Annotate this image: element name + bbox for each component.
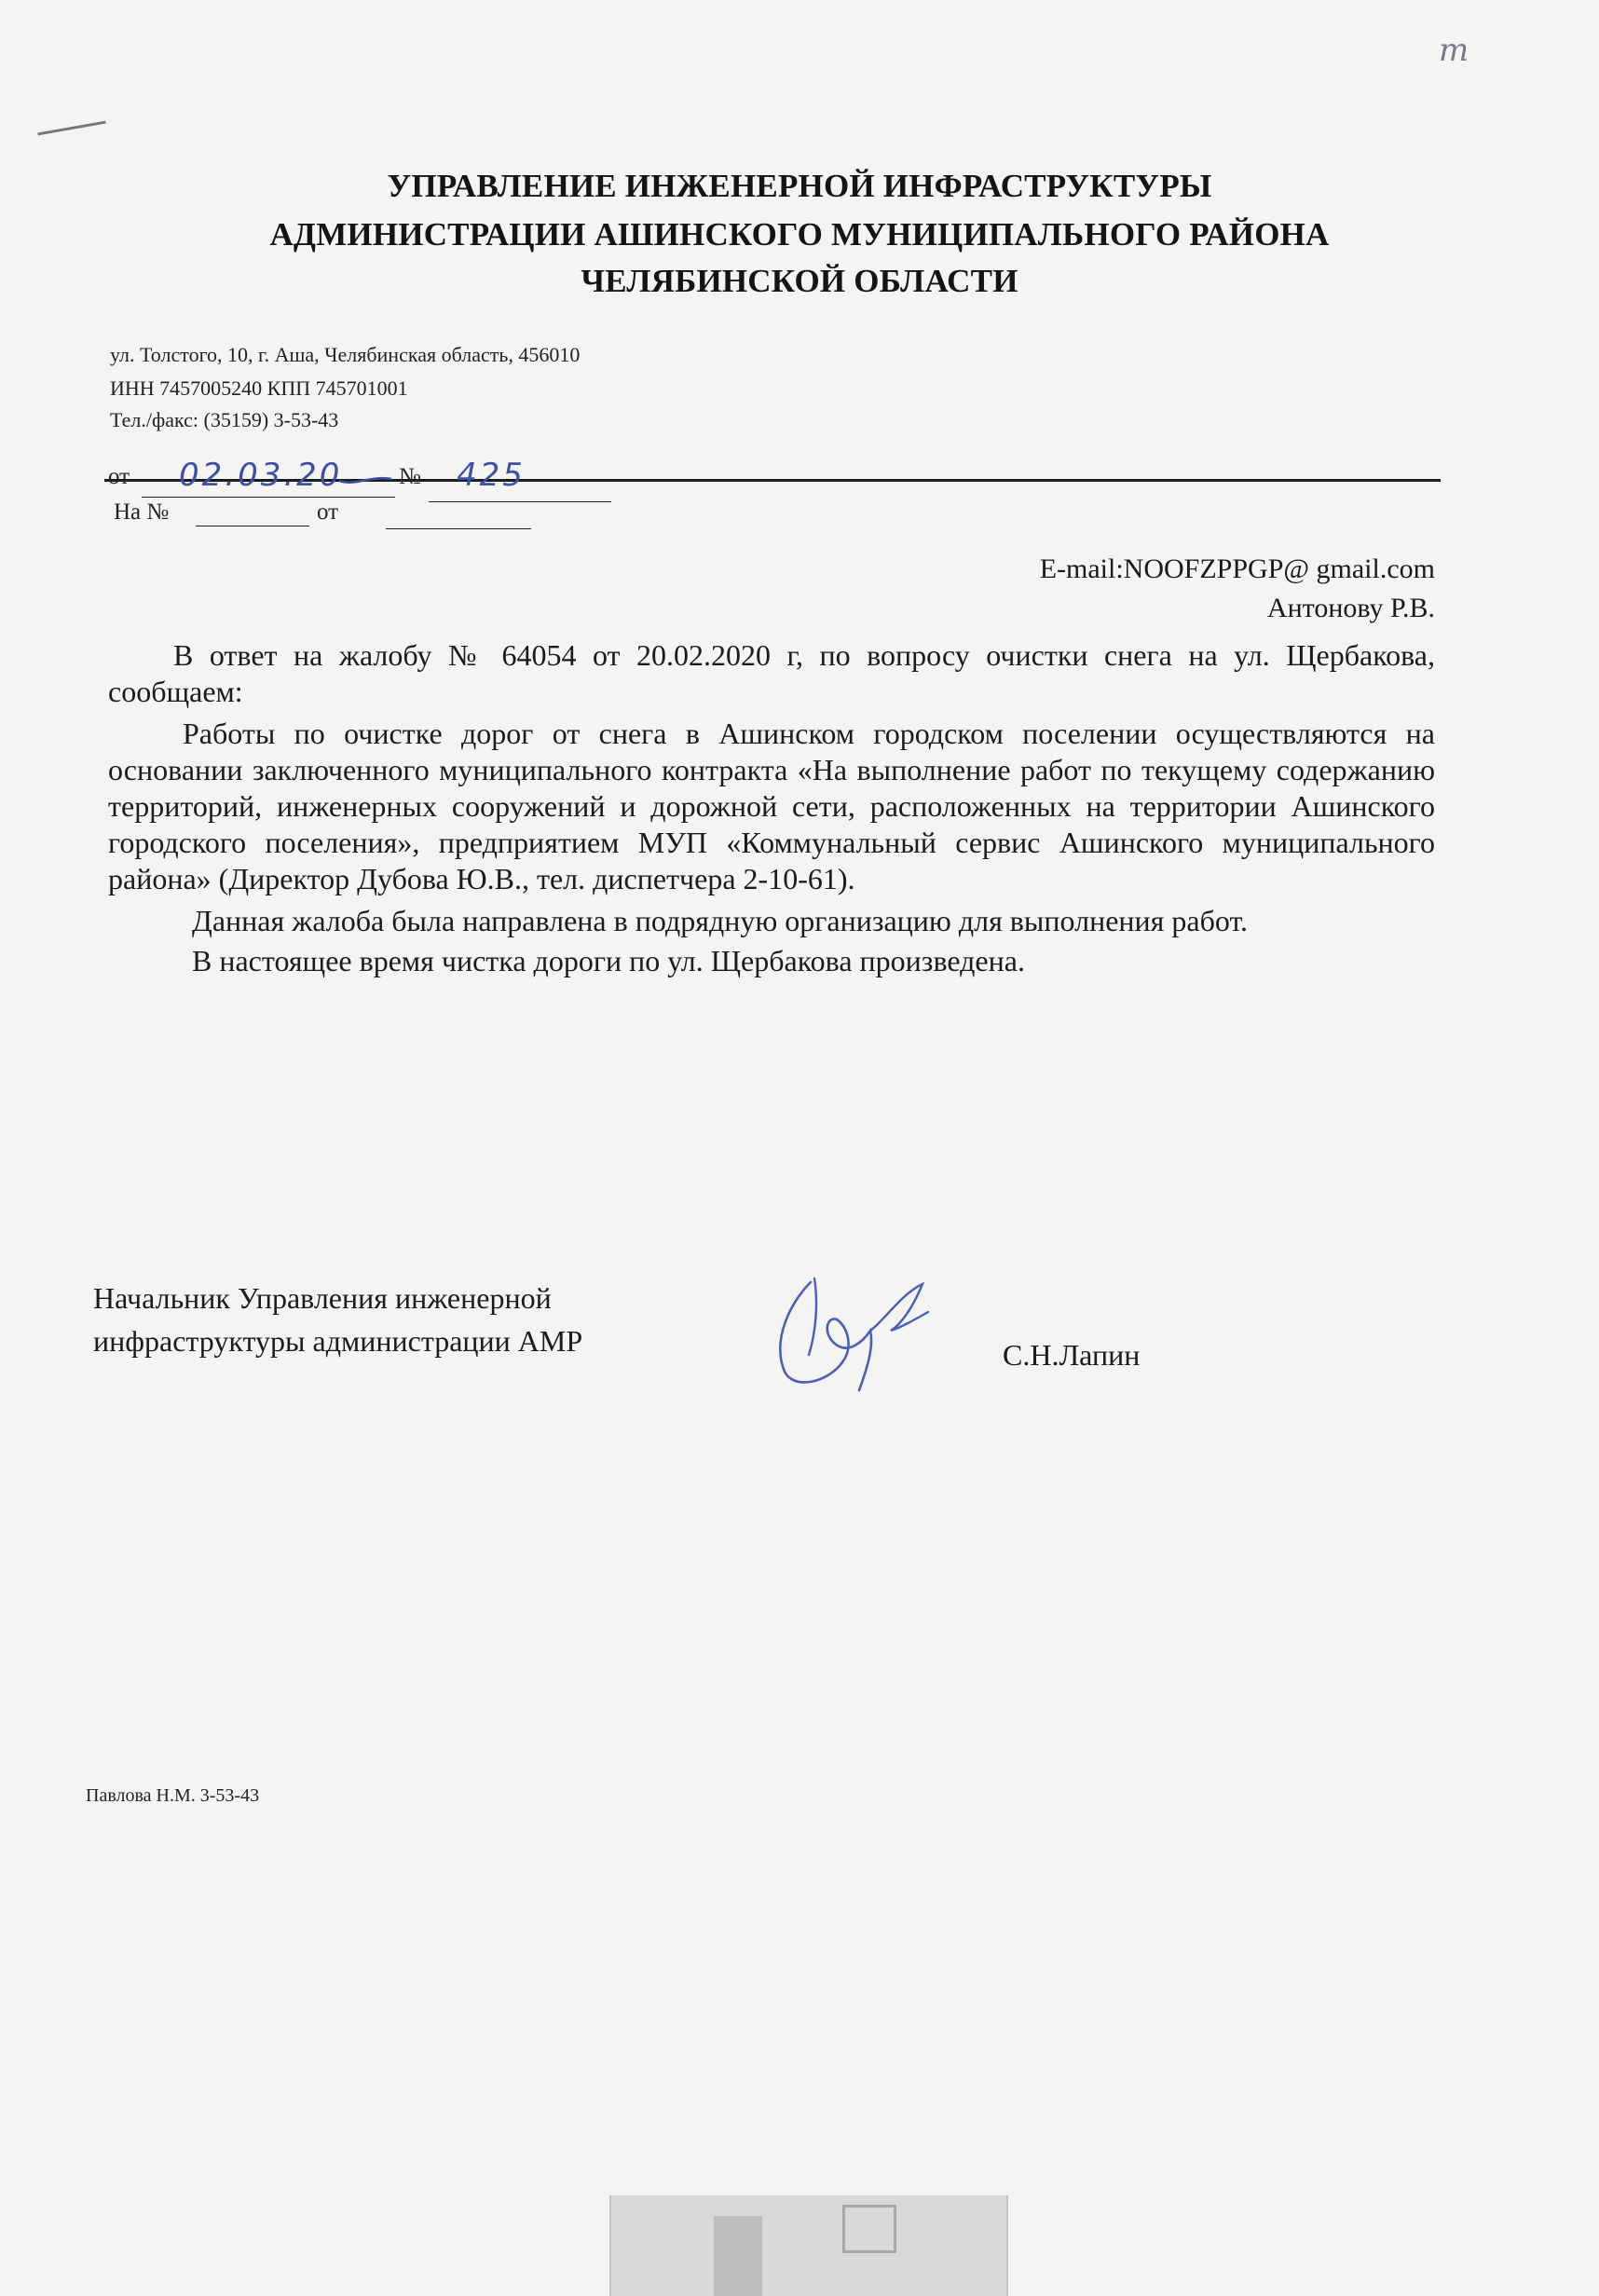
handwritten-tail-stroke (337, 470, 395, 488)
body-paragraph-2: Работы по очистке дорог от снега в Ашинском городском поселении осуществляются на основании заключенного муниципального контракта «На выполнение работ по текущему содержанию территорий, инженерных сооружений и дорожной сети, расположенных на территории Ашинского городского поселения», предприятием МУП «Коммунальный сервис Ашинского муниципального района» (Директор Дубова Ю.В., тел. диспетчера 2-10-61). (108, 717, 1435, 895)
letter-body (108, 637, 1435, 979)
ref-from-label: от (108, 464, 130, 489)
scanner-frame-shape (842, 2205, 896, 2253)
signatory-name: С.Н.Лапин (1003, 1338, 1141, 1372)
addressee-name: Антонову Р.В. (1266, 593, 1435, 623)
body-paragraph-3: Данная жалоба была направлена в подрядную организацию для выполнения работ. (192, 904, 1249, 937)
ref-date-underline (142, 497, 395, 498)
reply-to-label: На № (114, 499, 170, 525)
org-phone: Тел./факс: (35159) 3-53-43 (110, 408, 339, 431)
ref-number-underline (429, 501, 611, 502)
scanner-clip-shape (714, 2216, 762, 2296)
corner-handwritten-mark: m (1439, 32, 1469, 69)
signatory-title-line2: инфраструктуры администрации АМР (93, 1324, 583, 1358)
executor-contact: Павлова Н.М. 3-53-43 (86, 1785, 260, 1806)
signatory-title (93, 1277, 582, 1362)
ref-number-label: № (399, 464, 421, 489)
body-paragraph-1: В ответ на жалобу № 64054 от 20.02.2020 г, по вопросу очистки снега на ул. Щербакова, сообщаем: (108, 638, 1435, 708)
org-title-line3: ЧЕЛЯБИНСКОЙ ОБЛАСТИ (581, 263, 1018, 299)
org-title-line2: АДМИНИСТРАЦИИ АШИНСКОГО МУНИЦИПАЛЬНОГО РАЙОНА (269, 216, 1330, 253)
reply-from-label: от (317, 499, 339, 525)
org-inn-kpp: ИНН 7457005240 КПП 745701001 (110, 376, 408, 400)
body-paragraph-4: В настоящее время чистка дороги по ул. Щербакова произведена. (192, 944, 1025, 977)
handwritten-signature (762, 1265, 949, 1403)
addressee-email: E-mail:NOOFZPPGP@ gmail.com (1039, 554, 1435, 584)
ref-number-handwritten: 425 (457, 457, 526, 494)
scanner-strip (609, 2195, 1008, 2296)
signatory-title-line1: Начальник Управления инженерной (93, 1281, 552, 1315)
scan-dash-mark (37, 121, 105, 136)
ref-date-handwritten: 02.03.20 (179, 457, 343, 494)
org-address: ул. Толстого, 10, г. Аша, Челябинская область, 456010 (110, 343, 581, 366)
reply-from-underline (386, 528, 531, 529)
org-title-line1: УПРАВЛЕНИЕ ИНЖЕНЕРНОЙ ИНФРАСТРУКТУРЫ (387, 168, 1212, 204)
